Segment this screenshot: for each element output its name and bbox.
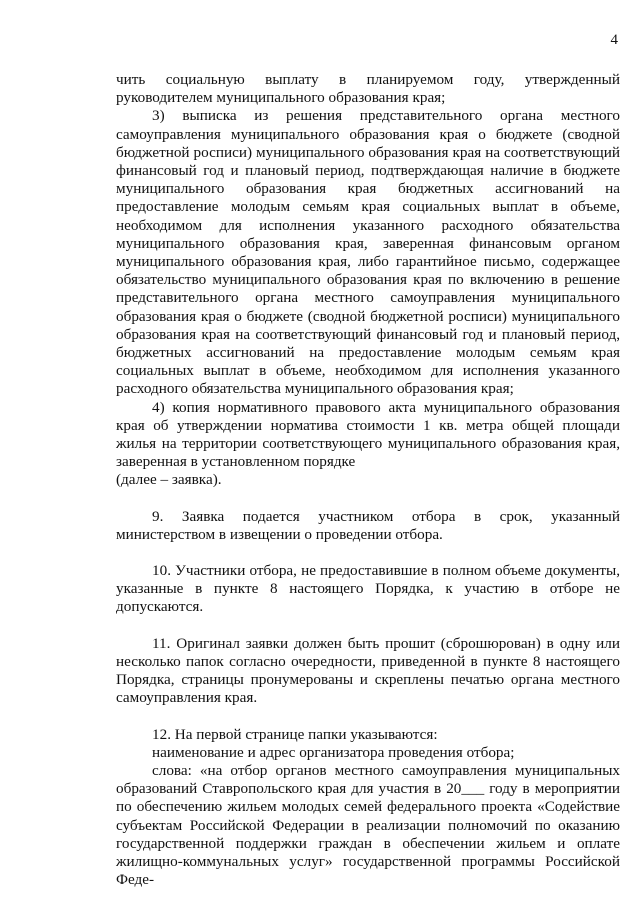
paragraph-section-11: 11. Оригинал заявки должен быть прошит (сброшюрован) в одну или несколько папок согласно очередности, приведенной в пункте 8 настоящего Порядка, страницы пронумерованы и скреплены печатью органа местного самоуправления края. [116, 634, 620, 707]
paragraph-item-4: 4) копия нормативного правового акта муниципального образования края об утверждении норматива стоимости 1 кв. метра общей площади жилья на территории соответствующего муниципального образования края, заверенная в установленном порядке [116, 398, 620, 471]
paragraph-definition: (далее – заявка). [116, 471, 222, 489]
paragraph-section-10: 10. Участники отбора, не предоставившие в полном объеме документы, указанные в пункте 8 настоящего Порядка, к участию в отборе не допускаются. [116, 562, 620, 616]
document-body [116, 71, 620, 889]
paragraph-continuation: чить социальную выплату в планируемом году, утвержденный руководителем муниципального образования края; [116, 71, 620, 107]
paragraph-organizer-line: наименование и адрес организатора проведения отбора; [152, 743, 515, 761]
paragraph-words-clause: слова: «на отбор органов местного самоуправления муниципальных образований Ставропольского края для участия в 20___ году в мероприятии по обеспечению жильем молодых семей федерального проекта «Содействие субъектам Российской Федерации в реализации полномочий по оказанию государственной поддержки граждан в обеспечении жильем и оплате жилищно-коммунальных услуг» государственной программы Российской Феде- [116, 761, 620, 889]
paragraph-item-3: 3) выписка из решения представительного органа местного самоуправления муниципального образования края о бюджете (сводной бюджетной росписи) муниципального образования края на соответствующий финансовый год и плановый период, подтверждающая наличие в бюджете муниципального образования края бюджетных ассигнований на предоставление молодым семьям края социальных выплат в объеме, необходимом для исполнения указанного расходного обязательства муниципального образования края, заверенная финансовым органом муниципального образования края, либо гарантийное письмо, содержащее обязательство муниципального образования края по включению в решение представительного органа местного самоуправления муниципального образования края о бюджете (сводной бюджетной росписи) муниципального образования края на соответствующий финансовый год и плановый период, бюджетных ассигнований на предоставление молодым семьям края социальных выплат в объеме, необходимом для исполнения указанного расходного обязательства муниципального образования края; [116, 107, 620, 398]
page-number: 4 [610, 32, 618, 48]
paragraph-section-9: 9. Заявка подается участником отбора в срок, указанный министерством в извещении о проведении отбора. [116, 507, 620, 543]
paragraph-section-12: 12. На первой странице папки указываются: [152, 725, 438, 743]
